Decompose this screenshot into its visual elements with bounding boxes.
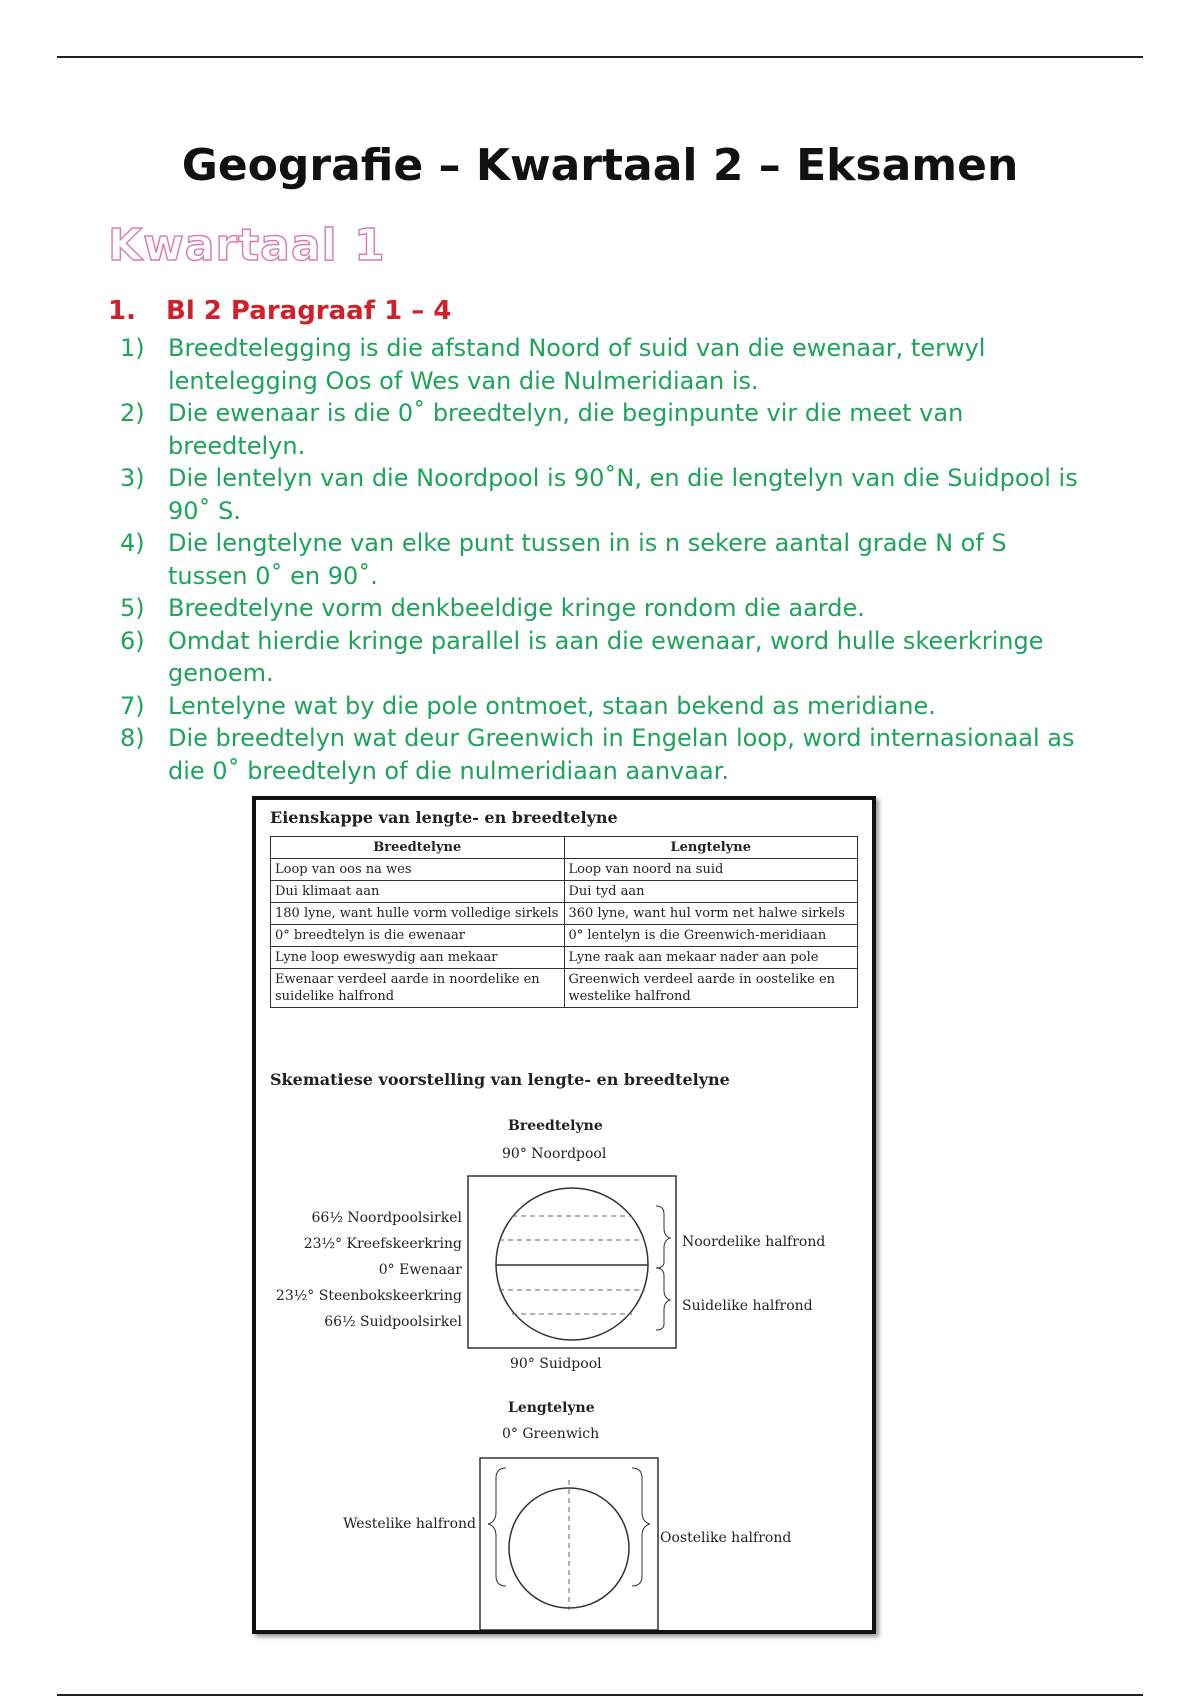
- list-item: 1) Breedtelegging is die afstand Noord of suid van die ewenaar, terwyl lentelegging Oos of Wes van die Nulmeridiaan is.: [120, 334, 986, 395]
- latitude-title: Breedtelyne: [508, 1118, 603, 1134]
- list-item: 6) Omdat hierdie kringe parallel is aan die ewenaar, word hulle skeerkringe genoem.: [120, 626, 1044, 687]
- page-title: Geografie – Kwartaal 2 – Eksamen: [181, 140, 1019, 191]
- term-heading: Kwartaal 1: [108, 220, 386, 271]
- western-hemisphere-label: Westelike halfrond: [343, 1516, 476, 1532]
- notes-list: [120, 332, 1090, 787]
- list-item: 4) Die lengtelyne van elke punt tussen in is n sekere aantal grade N of S tussen 0˚ en 90˚.: [120, 529, 1007, 590]
- longitude-title: Lengtelyne: [508, 1400, 595, 1416]
- table-row: Dui klimaat aan Dui tyd aan: [271, 881, 858, 903]
- latitude-line-label: 0° Ewenaar: [378, 1262, 462, 1278]
- south-pole-label: 90° Suidpool: [510, 1356, 602, 1372]
- table-row: Loop van oos na wes Loop van noord na suid: [271, 859, 858, 881]
- latitude-globe: [496, 1188, 648, 1340]
- schematic-title: Skematiese voorstelling van lengte- en breedtelyne: [270, 1070, 730, 1089]
- properties-table-title: Eienskappe van lengte- en breedtelyne: [270, 808, 618, 827]
- latitude-line-label: 66½ Suidpoolsirkel: [324, 1314, 462, 1330]
- southern-hemisphere-label: Suidelike halfrond: [682, 1298, 813, 1314]
- greenwich-label: 0° Greenwich: [502, 1426, 600, 1442]
- latitude-line-label: 66½ Noordpoolsirkel: [311, 1210, 462, 1226]
- northern-hemisphere-label: Noordelike halfrond: [682, 1234, 826, 1250]
- list-item: 2) Die ewenaar is die 0˚ breedtelyn, die beginpunte vir die meet van breedtelyn.: [120, 399, 964, 460]
- list-item: 8) Die breedtelyn wat deur Greenwich in Engelan loop, word internasionaal as die 0˚ breedtelyn of die nulmeridiaan aanvaar.: [120, 724, 1075, 785]
- table-row: Lyne loop eweswydig aan mekaar Lyne raak aan mekaar nader aan pole: [271, 947, 858, 969]
- lines-figure: [252, 796, 876, 1634]
- north-brace-icon: [656, 1206, 670, 1268]
- table-row: 0° breedtelyn is die ewenaar 0° lentelyn is die Greenwich-meridiaan: [271, 925, 858, 947]
- eastern-hemisphere-label: Oostelike halfrond: [660, 1530, 792, 1546]
- latitude-frame: [468, 1176, 676, 1348]
- table-row: 180 lyne, want hulle vorm volledige sirkels 360 lyne, want hul vorm net halwe sirkels: [271, 903, 858, 925]
- south-brace-icon: [656, 1268, 670, 1330]
- section-heading: [108, 296, 451, 326]
- east-brace-icon: [632, 1468, 650, 1586]
- latitude-line-label: 23½° Kreefskeerkring: [303, 1236, 462, 1252]
- bottom-rule: [57, 1694, 1143, 1696]
- list-item: 7) Lentelyne wat by die pole ontmoet, staan bekend as meridiane.: [120, 691, 936, 720]
- table-row: Ewenaar verdeel aarde in noordelike en suidelike halfrond Greenwich verdeel aarde in oostelike en westelike halfrond: [271, 969, 858, 1008]
- column-header: Lengtelyne: [564, 837, 858, 859]
- list-item: 5) Breedtelyne vorm denkbeeldige kringe rondom die aarde.: [120, 594, 865, 622]
- top-rule: [57, 56, 1143, 58]
- section-title: Bl 2 Paragraaf 1 – 4: [166, 296, 452, 326]
- column-header: Breedtelyne: [271, 837, 565, 859]
- north-pole-label: 90° Noordpool: [502, 1146, 607, 1162]
- section-number: 1.: [108, 296, 136, 326]
- west-brace-icon: [488, 1468, 506, 1586]
- list-item: 3) Die lentelyn van die Noordpool is 90˚N, en die lengtelyn van die Suidpool is 90˚ S.: [120, 464, 1078, 525]
- latitude-line-label: 23½° Steenbokskeerkring: [275, 1288, 462, 1304]
